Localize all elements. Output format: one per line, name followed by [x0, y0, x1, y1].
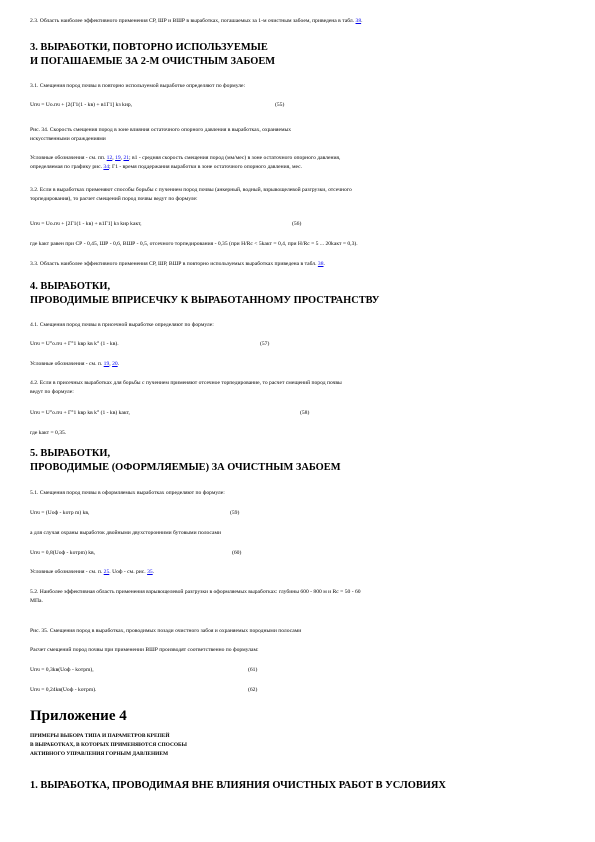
appendix-subtitle-line1: ПРИМЕРЫ ВЫБОРА ТИПА И ПАРАМЕТРОВ КРЕПЕЙ [30, 733, 170, 739]
formula-55: Uпч = Uо.пч + [2(Г1(1 - kв) + в1Г1] kз kир, [30, 102, 133, 108]
legend-line2 [30, 164, 302, 171]
paragraph-4-1: 4.1. Смещения пород почвы в присечной выработке определяют по формуле: [30, 322, 214, 328]
formula-62-number: (62) [248, 687, 258, 693]
punct: . [152, 569, 155, 575]
formula-59-number: (59) [230, 510, 240, 516]
table-38-link[interactable]: 38 [317, 261, 324, 267]
formula-56-number: (56) [292, 221, 302, 227]
legend-text: Условные обозначения - см. п. [30, 569, 103, 575]
paragraph-4-2-line1: 4.2. Если в присечных выработках для борьбы с пучением применяют отсечное торпедирование, то расчет смещений пород почвы [30, 380, 342, 386]
formula-58-number: (58) [300, 410, 310, 416]
table-38-link[interactable]: 38 [355, 18, 362, 24]
section-4-title-line1: 4. ВЫРАБОТКИ, [30, 281, 111, 292]
paragraph-5-1-case: а для случая охраны выработок двойными двухсторонними бутовыми полосами [30, 530, 221, 536]
paragraph-5-2-calc: Расчет смещений пород почвы при применении ВШР производят соответственно по формулам: [30, 647, 259, 653]
paragraph-text: 3.3. Область наиболее эффективного применения СР, ШР, ВШР в повторно используемых выработках приведена в табл. [30, 261, 317, 267]
legend-text: ; Г1 - время поддержания выработки в зоне остаточного опорного давления, мес. [109, 164, 303, 170]
legend-section5 [30, 569, 154, 576]
legend-text: Условные обозначения - см. пп. [30, 155, 106, 161]
figure-35-link[interactable]: 35 [147, 569, 153, 575]
formula-58: Uпч = U°о.пч + Г°1 kвр kв k° (1 - kв) kакт, [30, 410, 130, 416]
paragraph-4-2-line2: ведут по формуле: [30, 389, 74, 395]
formula-61-number: (61) [248, 667, 258, 673]
para-19-link[interactable]: 19 [103, 361, 110, 367]
paragraph-2-3 [30, 18, 363, 25]
para-20-link[interactable]: 20 [112, 361, 118, 367]
paragraph-3-2-line2: торпедирования), то расчет смещений пород почвы ведут по формуле: [30, 196, 198, 202]
figure-34-link[interactable]: 34 [103, 164, 110, 170]
paragraph-4-2-where: где kакт = 0,35. [30, 430, 67, 436]
legend-line1: Условные обозначения - см. пп. 12, 19, 21; в1 - средняя скорость смещения пород (мм/мес) в зоне остаточного опорного давления, [30, 155, 341, 161]
formula-55-number: (55) [275, 102, 285, 108]
paragraph-3-2-line1: 3.2. Если в выработках применяют способы борьбы с пучением пород почвы (анкерный, водный, взрывощелевой разгрузки, отсечного [30, 187, 352, 193]
para-12-link[interactable]: 12 [106, 155, 113, 161]
formula-59: Uпч = (Uоф - kотр m) kв, [30, 510, 90, 516]
para-25-link[interactable]: 25 [103, 569, 110, 575]
figure-35-caption: Рис. 35. Смещения пород в выработках, проводимых позади очистного забоя и охраняемых породными полосами [30, 628, 302, 634]
punct: . [323, 261, 325, 267]
paragraph-3-1: 3.1. Смещения пород почвы в повторно используемой выработке определяют по формуле: [30, 83, 246, 89]
appendix-subtitle-line3: АКТИВНОГО УПРАВЛЕНИЯ ГОРНЫМ ДАВЛЕНИЕМ [30, 751, 169, 757]
section-5-title-line2: ПРОВОДИМЫЕ (ОФОРМЛЯЕМЫЕ) ЗА ОЧИСТНЫМ ЗАБОЕМ [30, 462, 341, 473]
formula-60-number: (60) [232, 550, 242, 556]
legend-text: ; в1 - средняя скорость смещения пород (мм/мес) в зоне остаточного опорного давления, [129, 155, 341, 161]
formula-61: Uпч = 0,3kв(Uоф - kотрm), [30, 667, 94, 673]
legend-text: Условные обозначения - см. п. [30, 361, 103, 367]
appendix-section-1-title: 1. ВЫРАБОТКА, ПРОВОДИМАЯ ВНЕ ВЛИЯНИЯ ОЧИСТНЫХ РАБОТ В УСЛОВИЯХ [30, 780, 446, 791]
formula-62: Uпч = 0,24kв(Uоф - kотрm). [30, 687, 97, 693]
appendix-subtitle-line2: В ВЫРАБОТКАХ, В КОТОРЫХ ПРИМЕНЯЮТСЯ СПОСОБЫ [30, 742, 187, 748]
paragraph-3-3 [30, 261, 325, 268]
formula-56: Uпч = Uо.пч + [2Г1(1 - kв) + в1Г1] kз kир kакт, [30, 221, 142, 227]
paragraph-5-2-line1: 5.2. Наиболее эффективная область применения взрывощелевой разгрузки в оформляемых выработках: глубины 600 - 800 м и Rc = 50 - 60 [30, 589, 361, 595]
para-21-link[interactable]: 21 [123, 155, 130, 161]
legend-section4: Условные обозначения - см. п. 19, 20. [30, 361, 120, 367]
paragraph-3-2-where: где kакт равен при СР - 0,45, ШР - 0,6, ВШР - 0,5, отсечного торпедирования - 0,35 (при H/Rc < 5kакт = 0,4, при H/Rc = 5 ... 20kакт = 0,3). [30, 241, 358, 247]
section-3-title-line1: 3. ВЫРАБОТКИ, ПОВТОРНО ИСПОЛЬЗУЕМЫЕ [30, 42, 268, 53]
section-4-title-line2: ПРОВОДИМЫЕ ВПРИСЕЧКУ К ВЫРАБОТАННОМУ ПРОСТРАНСТВУ [30, 295, 380, 306]
legend-text: . Uоф - см. рис. [109, 569, 146, 575]
section-5-title-line1: 5. ВЫРАБОТКИ, [30, 448, 111, 459]
formula-57: Uпч = U°о.пч + Г°1 kвр kв k° (1 - kв). [30, 341, 119, 347]
formula-57-number: (57) [260, 341, 270, 347]
formula-60: Uпч = 0,8(Uоф - kотрm) kв, [30, 550, 96, 556]
paragraph-5-2-line2: МПа. [30, 598, 43, 604]
paragraph-text: 2.3. Область наиболее эффективного применения СР, ШР и ВШР в выработках, погашаемых за 1-м очистным забоем, приведена в табл. [30, 18, 355, 24]
appendix-4-title: Приложение 4 [30, 708, 127, 724]
figure-34-caption-line1: Рис. 34. Скорость смещения пород в зоне влияния остаточного опорного давления в выработках, охраняемых [30, 127, 292, 133]
paragraph-5-1: 5.1. Смещения пород почвы в оформляемых выработках определяют по формуле: [30, 490, 225, 496]
section-3-title-line2: И ПОГАШАЕМЫЕ ЗА 2-М ОЧИСТНЫМ ЗАБОЕМ [30, 56, 276, 67]
figure-34-caption-line2: искусственными ограждениями [30, 136, 106, 142]
punct: . [361, 18, 363, 24]
para-19-link[interactable]: 19 [115, 155, 121, 161]
legend-text: определяемая по графику рис. [30, 164, 103, 170]
